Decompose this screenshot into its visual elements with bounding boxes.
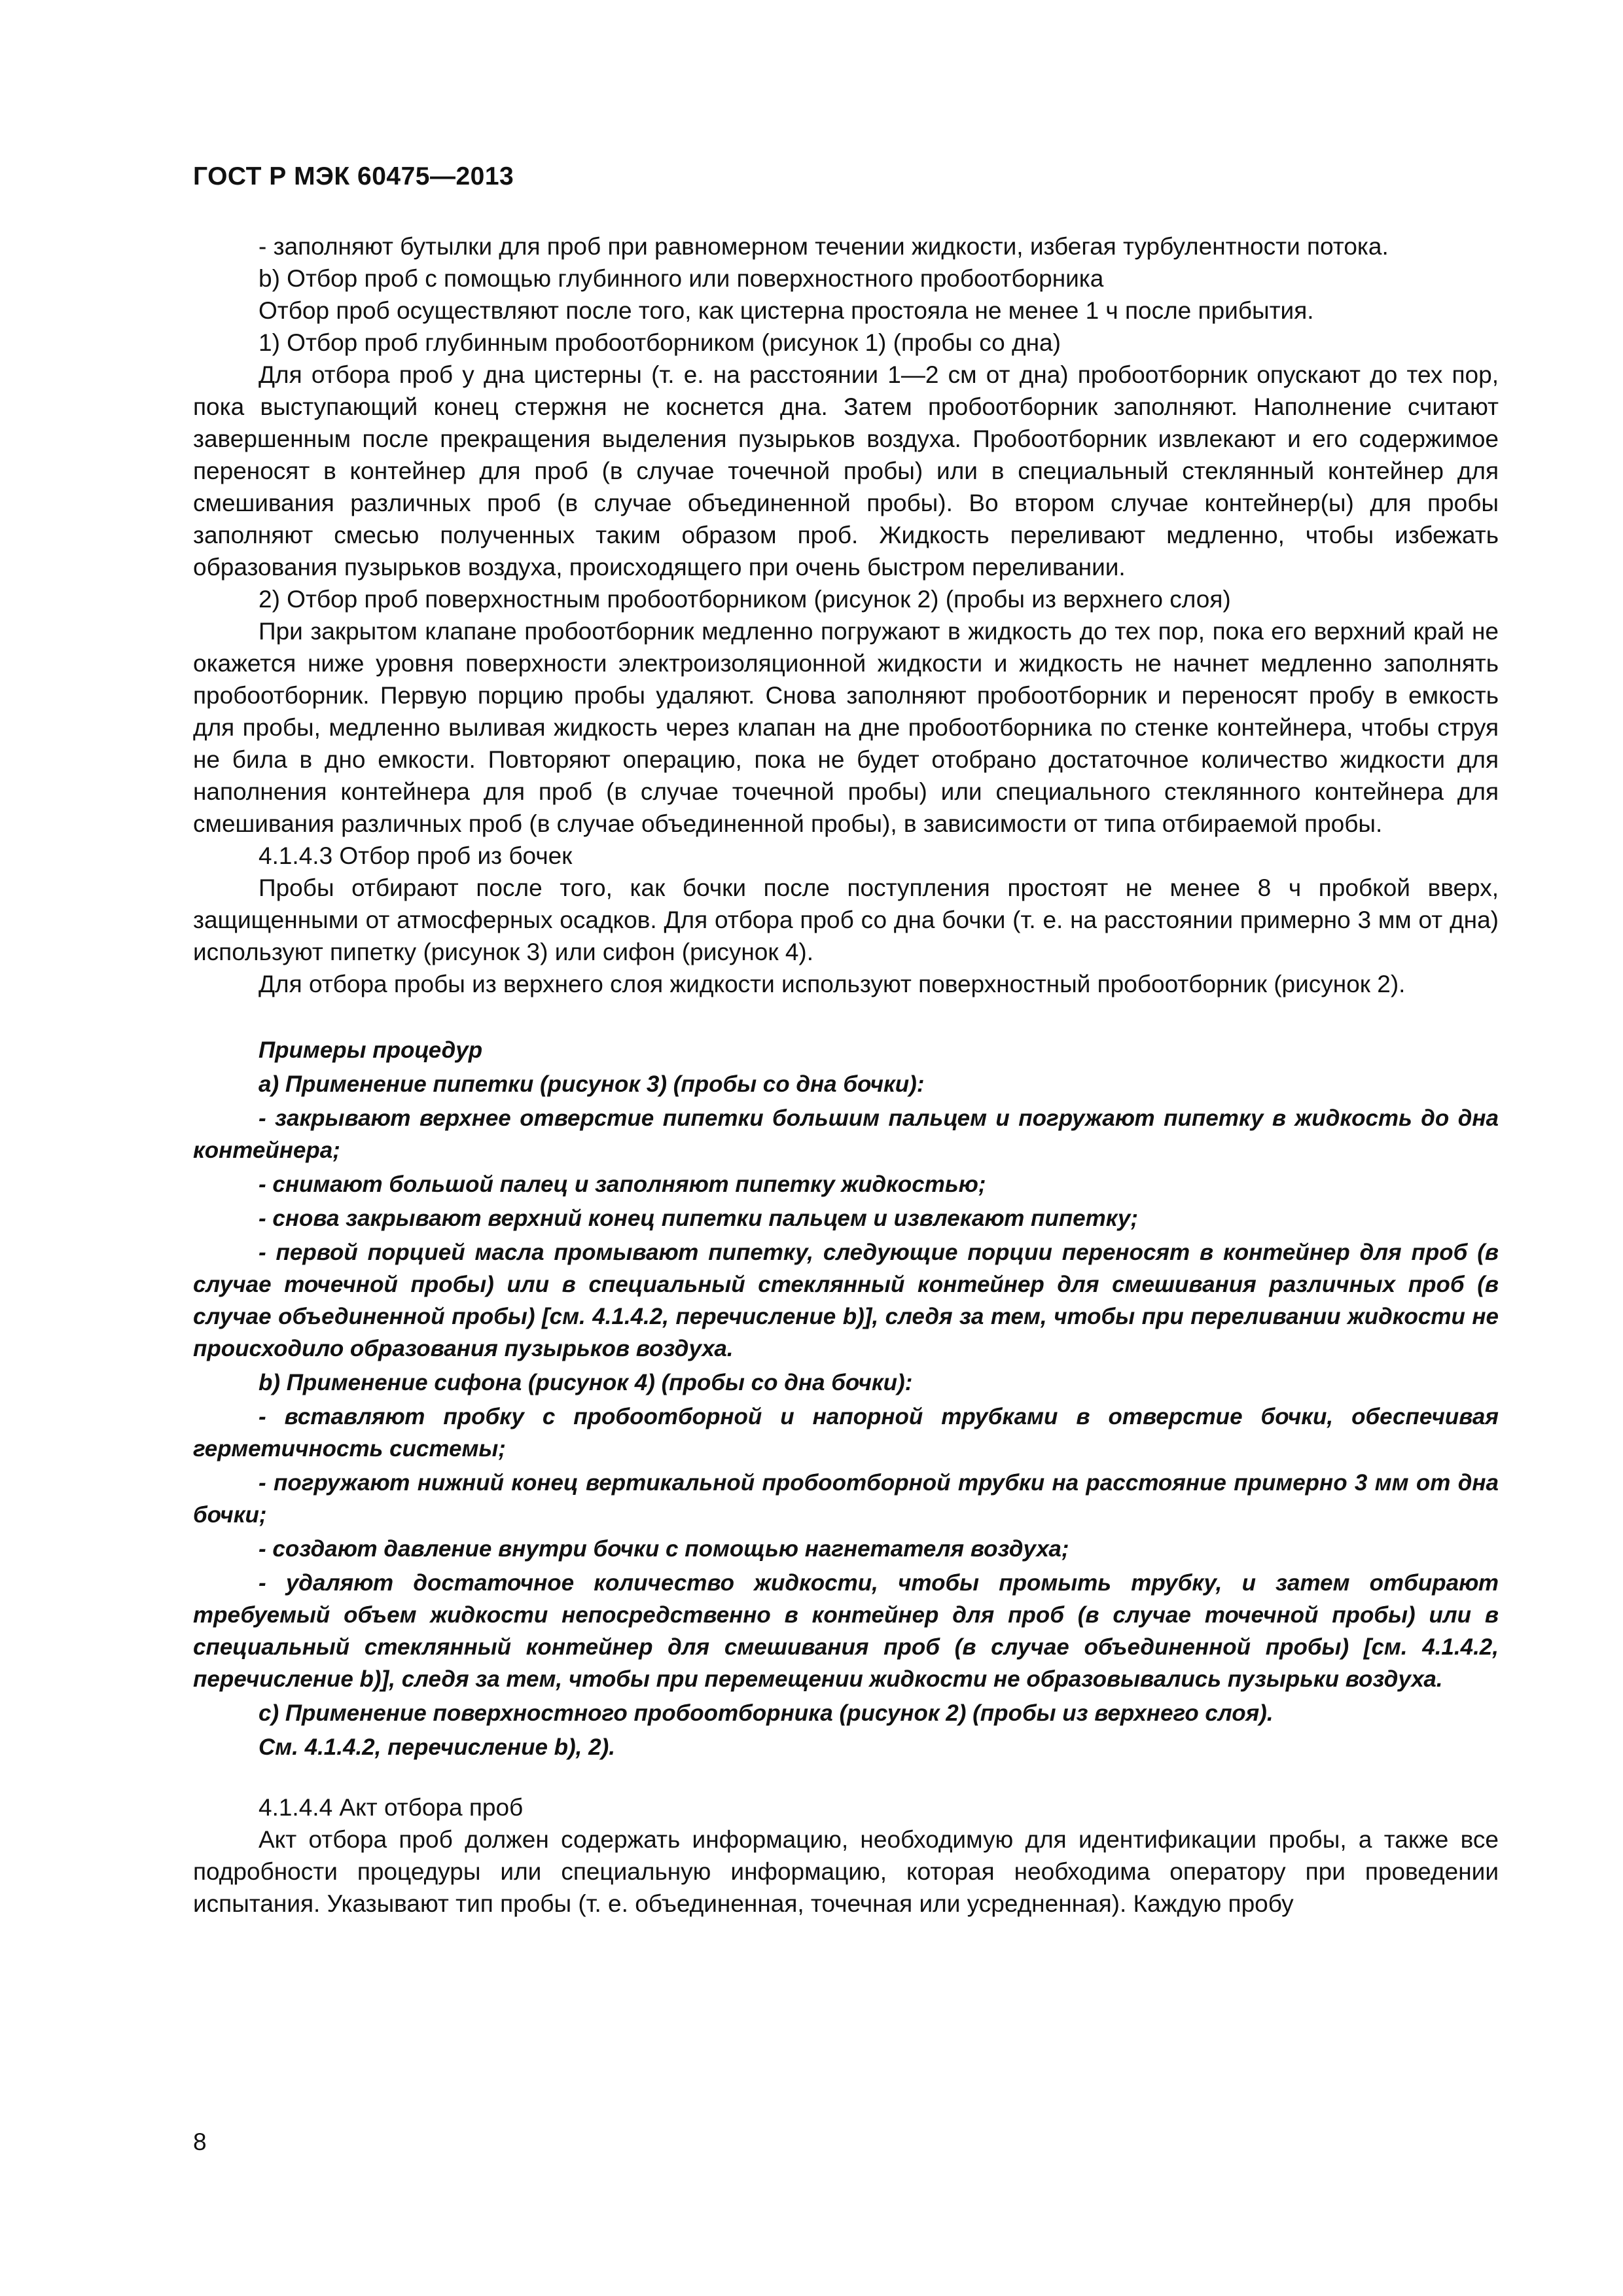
example-c-reference: См. 4.1.4.2, перечисление b), 2). [259,1734,615,1760]
section-4143-title: 4.1.4.3 Отбор проб из бочек [259,842,573,869]
paragraph-bottles: - заполняют бутылки для проб при равномерном течении жидкости, избегая турбулентности потока. [259,233,1389,260]
examples-title: Примеры процедур [259,1037,483,1063]
item-1-heading: 1) Отбор проб глубинным пробоотборником (рисунок 1) (пробы со дна) [259,329,1061,356]
spacer [193,1000,1499,1031]
paragraph-barrels: Пробы отбирают после того, как бочки после поступления простоят не менее 8 ч пробкой вверх, защищенными от атмосферных осадков. Для отбора проб со дна бочки (т. е. на расстоянии примерно 3 мм от дна) используют пипетку (рисунок 3) или сифон (рисунок 4). [193,874,1499,965]
paragraph-deep-sampler: Для отбора проб у дна цистерны (т. е. на расстоянии 1—2 см от дна) пробоотборник опускают до тех пор, пока выступающий конец стержня не коснется дна. Затем пробоотборник заполняют. Наполнение считают завершенным после прекращения выделения пузырьков воздуха. Пробоотборник извлекают и его содержимое переносят в контейнер для проб (в случае точечной пробы) или в специальный стеклянный контейнер для смешивания различных проб (в случае объединенной пробы). Во втором случае контейнер(ы) для пробы заполняют смесью полученных таким образом проб. Жидкость переливают медленно, чтобы избежать образования пузырьков воздуха, происходящего при очень быстром переливании. [193,361,1499,581]
page-number: 8 [193,2128,207,2155]
spacer [193,1765,1499,1791]
example-c-heading: с) Применение поверхностного пробоотборника (рисунок 2) (пробы из верхнего слоя). [259,1700,1274,1726]
paragraph-top-layer: Для отбора пробы из верхнего слоя жидкости используют поверхностный пробоотборник (рисунок 2). [259,971,1406,997]
example-b-step: - создают давление внутри бочки с помощью нагнетателя воздуха; [259,1536,1069,1562]
example-b-step: - погружают нижний конец вертикальной пробоотборной трубки на расстояние примерно 3 мм от дна бочки; [193,1470,1499,1528]
examples-block [193,1034,1499,1763]
example-b-heading: b) Применение сифона (рисунок 4) (пробы со дна бочки): [259,1370,913,1395]
example-b-step: - вставляют пробку с пробоотборной и напорной трубками в отверстие бочки, обеспечивая герметичность системы; [193,1404,1499,1462]
example-a-step: - закрывают верхнее отверстие пипетки большим пальцем и погружают пипетку в жидкость до дна контейнера; [193,1105,1499,1163]
standard-header: ГОСТ Р МЭК 60475—2013 [193,162,514,190]
paragraph-tank-wait: Отбор проб осуществляют после того, как цистерна простояла не менее 1 ч после прибытия. [259,297,1314,324]
example-a-heading: а) Применение пипетки (рисунок 3) (пробы со дна бочки): [259,1071,925,1097]
item-b-heading: b) Отбор проб с помощью глубинного или поверхностного пробоотборника [259,265,1104,292]
page-body [193,230,1499,1920]
section-4144-title: 4.1.4.4 Акт отбора проб [259,1794,524,1821]
example-a-step: - снимают большой палец и заполняют пипетку жидкостью; [259,1172,986,1197]
example-a-step: - первой порцией масла промывают пипетку, следующие порции переносят в контейнер для проб (в случае точечной пробы) или в специальный стеклянный контейнер для смешивания различных проб (в случае объединенной пробы) [см. 4.1.4.2, перечисление b)], следя за тем, чтобы при переливании жидкости не происходило образования пузырьков воздуха. [193,1240,1499,1361]
item-2-heading: 2) Отбор проб поверхностным пробоотборником (рисунок 2) (пробы из верхнего слоя) [259,586,1231,613]
example-a-step: - снова закрывают верхний конец пипетки пальцем и извлекают пипетку; [259,1206,1139,1231]
paragraph-sampling-report: Акт отбора проб должен содержать информацию, необходимую для идентификации пробы, а также все подробности процедуры или специальную информацию, которая необходима оператору при проведении испытания. Указывают тип пробы (т. е. объединенная, точечная или усредненная). Каждую пробу [193,1826,1499,1917]
example-b-step: - удаляют достаточное количество жидкости, чтобы промыть трубку, и затем отбирают требуемый объем жидкости непосредственно в контейнер для проб (в случае точечной пробы) или в специальный стеклянный контейнер для смешивания проб (в случае объединенной пробы) [см. 4.1.4.2, перечисление b)], следя за тем, чтобы при перемещении жидкости не образовывались пузырьки воздуха. [193,1570,1499,1692]
paragraph-surface-sampler: При закрытом клапане пробоотборник медленно погружают в жидкость до тех пор, пока его верхний край не окажется ниже уровня поверхности электроизоляционной жидкости и жидкость не начнет медленно заполнять пробоотборник. Первую порцию пробы удаляют. Снова заполняют пробоотборник и переносят пробу в емкость для пробы, медленно выливая жидкость через клапан на дне пробоотборника по стенке контейнера, чтобы струя не била в дно емкости. Повторяют операцию, пока не будет отобрано достаточное количество жидкости для наполнения контейнера для проб (в случае точечной пробы) или специального стеклянного контейнера для смешивания различных проб (в случае объединенной пробы), в зависимости от типа отбираемой пробы. [193,618,1499,837]
